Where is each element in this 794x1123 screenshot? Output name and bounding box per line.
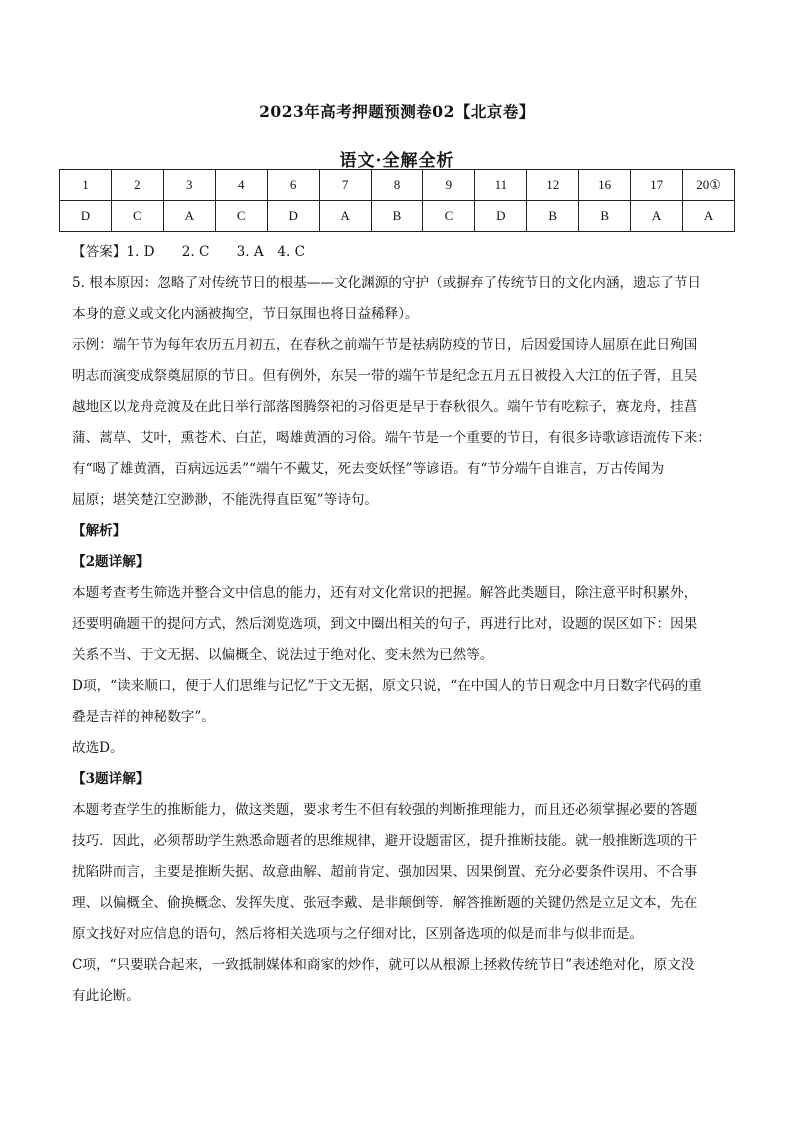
q2-heading: 【2题详解】 <box>72 554 150 570</box>
q3-heading: 【3题详解】 <box>72 771 150 787</box>
document-title: 2023年高考押题预测卷02【北京卷】 <box>259 102 535 121</box>
q5-line: 本身的意义或文化内涵被掏空，节日氛围也将日益稀释）。 <box>72 306 419 322</box>
q2-line: 故选D。 <box>72 740 124 756</box>
question-number-cell: 9 <box>423 170 475 201</box>
q3-line: 本题考查学生的推断能力，做这类题，要求考生不但有较强的判断推理能力，而且还必须掌握必要的答题 <box>72 802 698 818</box>
q5-line: 蒲、蒿草、艾叶，熏苍术、白芷，喝雄黄酒的习俗。端午节是一个重要的节日，有很多诗歌谚语流传下来： <box>72 430 711 446</box>
q2-line: D项，“读来顺口，便于人们思维与记忆”于文无据，原文只说，“在中国人的节日观念中月日数字代码的重 <box>72 678 702 694</box>
q3-line: 原文找好对应信息的语句，然后将相关选项与之仔细对比，区别备选项的似是而非与似非而是。 <box>72 926 643 942</box>
answer-cell: A <box>319 201 371 232</box>
q2-line: 关系不当、于文无据、以偏概全、说法过于绝对化、变未然为已然等。 <box>72 647 494 663</box>
question-number-cell: 17 <box>631 170 683 201</box>
answer-cell: A <box>631 201 683 232</box>
question-number-cell: 3 <box>163 170 215 201</box>
answer-row <box>60 201 735 232</box>
question-number-cell: 1 <box>60 170 112 201</box>
question-number-cell: 2 <box>111 170 163 201</box>
answer-content <box>72 237 728 1012</box>
question-number-cell: 7 <box>319 170 371 201</box>
question-number-cell: 6 <box>267 170 319 201</box>
q3-line: C项，“只要联合起来，一致抵制媒体和商家的炒作，就可以从根源上拯救传统节日”表述绝对化，原文没 <box>72 957 695 973</box>
q5-line: 5. 根本原因：忽略了对传统节日的根基——文化渊源的守护（或摒弃了传统节日的文化内涵，遗忘了节日 <box>72 275 702 291</box>
q5-line: 有“喝了雄黄酒，百病远远丢”“端午不戴艾，死去变妖怪”等谚语。有“节分端午自谁言，万古传闻为 <box>72 461 665 477</box>
q5-line: 越地区以龙舟竞渡及在此日举行部落图腾祭祀的习俗更是早于春秋很久。端午节有吃粽子，赛龙舟，挂菖 <box>72 399 698 415</box>
q5-line: 明志而演变成祭奠屈原的节日。但有例外，东吴一带的端午节是纪念五月五日被投入大江的伍子胥，且吴 <box>72 368 698 384</box>
analysis-heading: 【解析】 <box>72 523 127 539</box>
q3-explanation-block <box>72 795 728 1012</box>
q2-line: 本题考查考生筛选并整合文中信息的能力，还有对文化常识的把握。解答此类题目，除注意平时积累外， <box>72 585 698 601</box>
question-number-cell: 16 <box>579 170 631 201</box>
q5-line: 示例：端午节为每年农历五月初五，在春秋之前端午节是祛病防疫的节日，后因爱国诗人屈原在此日殉国 <box>72 337 698 353</box>
q2-line: 叠是吉祥的神秘数字”。 <box>72 709 215 725</box>
answer-key-table <box>59 169 735 232</box>
q3-line: 理、以偏概全、偷换概念、发挥失度、张冠李戴、是非颠倒等．解答推断题的关键仍然是立足文本，先在 <box>72 895 698 911</box>
answer-cell: D <box>267 201 319 232</box>
q3-line: 扰陷阱而言，主要是推断失据、故意曲解、超前肯定、强加因果、因果倒置、充分必要条件误用、不合事 <box>72 864 698 880</box>
question-number-cell: 20① <box>683 170 735 201</box>
answer-cell: B <box>579 201 631 232</box>
q5-answer-block <box>72 268 728 516</box>
answer-cell: B <box>527 201 579 232</box>
answer-cell: D <box>475 201 527 232</box>
answer-cell: D <box>60 201 112 232</box>
q3-line: 有此论断。 <box>72 988 140 1004</box>
answer-cell: A <box>683 201 735 232</box>
answer-cell: C <box>111 201 163 232</box>
question-number-cell: 8 <box>371 170 423 201</box>
answer-cell: C <box>423 201 475 232</box>
question-number-cell: 4 <box>215 170 267 201</box>
q3-line: 技巧．因此，必须帮助学生熟悉命题者的思维规律，避开设题雷区，提升推断技能。就一般推断选项的干 <box>72 833 698 849</box>
q2-explanation-block <box>72 578 728 764</box>
answer-cell: C <box>215 201 267 232</box>
question-number-cell: 12 <box>527 170 579 201</box>
question-number-row <box>60 170 735 201</box>
answer-cell: B <box>371 201 423 232</box>
q2-line: 还要明确题干的提问方式，然后浏览选项，到文中圈出相关的句子，再进行比对，设题的误区如下：因果 <box>72 616 698 632</box>
answer-cell: A <box>163 201 215 232</box>
question-number-cell: 11 <box>475 170 527 201</box>
q5-line: 屈原；堪笑楚江空渺渺，不能洗得直臣冤”等诗句。 <box>72 492 379 508</box>
document-subtitle: 语文·全解全析 <box>339 151 455 171</box>
answer-summary-line: 【答案】1. D 2. C 3. A 4. C <box>72 244 306 260</box>
